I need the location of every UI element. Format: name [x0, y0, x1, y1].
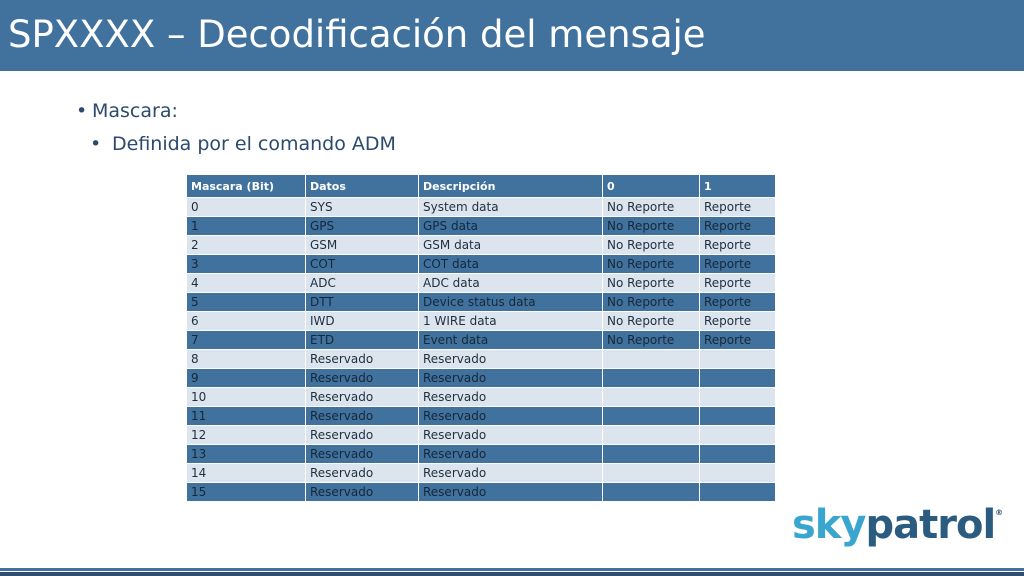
- cell-descripcion: ADC data: [419, 274, 603, 293]
- cell-datos: Reservado: [306, 483, 419, 502]
- cell-datos: SYS: [306, 198, 419, 217]
- header-datos: Datos: [306, 175, 419, 198]
- cell-value-1: [700, 445, 776, 464]
- logo-registered-mark: ®: [995, 508, 1003, 517]
- cell-bit: 11: [187, 407, 306, 426]
- header-value-0: 0: [603, 175, 700, 198]
- footer-divider: [0, 568, 1024, 571]
- cell-value-1: Reporte: [700, 293, 776, 312]
- table-header-row: [187, 175, 776, 198]
- cell-datos: Reservado: [306, 445, 419, 464]
- cell-value-0: [603, 445, 700, 464]
- cell-value-0: No Reporte: [603, 293, 700, 312]
- cell-descripcion: GSM data: [419, 236, 603, 255]
- cell-bit: 8: [187, 350, 306, 369]
- cell-value-1: Reporte: [700, 331, 776, 350]
- cell-value-0: [603, 350, 700, 369]
- cell-datos: Reservado: [306, 426, 419, 445]
- cell-descripcion: Reservado: [419, 445, 603, 464]
- cell-value-0: [603, 369, 700, 388]
- logo-patrol-text: patrol: [865, 502, 996, 548]
- cell-bit: 2: [187, 236, 306, 255]
- cell-datos: DTT: [306, 293, 419, 312]
- cell-descripcion: COT data: [419, 255, 603, 274]
- table-row: [187, 236, 776, 255]
- cell-value-0: No Reporte: [603, 331, 700, 350]
- bullet-dot-icon: •: [76, 100, 88, 122]
- cell-descripcion: GPS data: [419, 217, 603, 236]
- table-row: [187, 312, 776, 331]
- cell-value-1: Reporte: [700, 255, 776, 274]
- table-row: [187, 198, 776, 217]
- cell-bit: 7: [187, 331, 306, 350]
- slide-title: SPXXXX – Decodificación del mensaje: [8, 13, 706, 56]
- cell-value-0: No Reporte: [603, 217, 700, 236]
- cell-value-1: [700, 464, 776, 483]
- table-row: [187, 274, 776, 293]
- cell-datos: ADC: [306, 274, 419, 293]
- cell-datos: Reservado: [306, 388, 419, 407]
- cell-value-1: [700, 388, 776, 407]
- table-row: [187, 350, 776, 369]
- cell-value-1: [700, 483, 776, 502]
- cell-bit: 5: [187, 293, 306, 312]
- cell-value-0: [603, 388, 700, 407]
- header-descripcion: Descripción: [419, 175, 603, 198]
- cell-descripcion: System data: [419, 198, 603, 217]
- cell-descripcion: Device status data: [419, 293, 603, 312]
- cell-value-1: Reporte: [700, 217, 776, 236]
- cell-bit: 15: [187, 483, 306, 502]
- table-row: [187, 464, 776, 483]
- cell-bit: 10: [187, 388, 306, 407]
- cell-datos: COT: [306, 255, 419, 274]
- cell-datos: Reservado: [306, 350, 419, 369]
- cell-descripcion: Reservado: [419, 369, 603, 388]
- cell-bit: 13: [187, 445, 306, 464]
- cell-value-0: No Reporte: [603, 255, 700, 274]
- cell-descripcion: 1 WIRE data: [419, 312, 603, 331]
- cell-value-0: No Reporte: [603, 274, 700, 293]
- cell-datos: ETD: [306, 331, 419, 350]
- cell-descripcion: Reservado: [419, 388, 603, 407]
- title-bar: [0, 0, 1024, 71]
- table-row: [187, 255, 776, 274]
- cell-descripcion: Event data: [419, 331, 603, 350]
- bullet-level2: [90, 133, 396, 155]
- cell-value-0: No Reporte: [603, 236, 700, 255]
- table-row: [187, 445, 776, 464]
- table-row: [187, 483, 776, 502]
- table-row: [187, 369, 776, 388]
- cell-datos: Reservado: [306, 369, 419, 388]
- header-value-1: 1: [700, 175, 776, 198]
- cell-descripcion: Reservado: [419, 407, 603, 426]
- cell-descripcion: Reservado: [419, 350, 603, 369]
- table-row: [187, 407, 776, 426]
- cell-value-1: [700, 407, 776, 426]
- table-row: [187, 217, 776, 236]
- table-row: [187, 388, 776, 407]
- cell-descripcion: Reservado: [419, 426, 603, 445]
- bullet-level1-text: Mascara:: [92, 100, 178, 122]
- table-row: [187, 293, 776, 312]
- cell-bit: 6: [187, 312, 306, 331]
- cell-value-1: Reporte: [700, 312, 776, 331]
- cell-bit: 12: [187, 426, 306, 445]
- logo-sky-text: sky: [792, 502, 866, 548]
- table-row: [187, 331, 776, 350]
- cell-bit: 4: [187, 274, 306, 293]
- cell-value-1: Reporte: [700, 236, 776, 255]
- cell-datos: Reservado: [306, 464, 419, 483]
- cell-datos: IWD: [306, 312, 419, 331]
- cell-datos: GSM: [306, 236, 419, 255]
- cell-descripcion: Reservado: [419, 483, 603, 502]
- cell-value-1: [700, 426, 776, 445]
- bullet-dot-icon: •: [90, 133, 102, 155]
- cell-datos: GPS: [306, 217, 419, 236]
- cell-bit: 3: [187, 255, 306, 274]
- footer-bar: [0, 572, 1024, 576]
- cell-descripcion: Reservado: [419, 464, 603, 483]
- skypatrol-logo: [792, 502, 1002, 548]
- cell-bit: 0: [187, 198, 306, 217]
- cell-value-0: No Reporte: [603, 312, 700, 331]
- cell-bit: 14: [187, 464, 306, 483]
- cell-value-1: Reporte: [700, 274, 776, 293]
- cell-value-0: [603, 426, 700, 445]
- cell-value-0: No Reporte: [603, 198, 700, 217]
- cell-bit: 9: [187, 369, 306, 388]
- cell-value-0: [603, 464, 700, 483]
- table-row: [187, 426, 776, 445]
- bullet-level2-text: Definida por el comando ADM: [112, 133, 396, 155]
- cell-datos: Reservado: [306, 407, 419, 426]
- cell-value-0: [603, 483, 700, 502]
- cell-value-0: [603, 407, 700, 426]
- bullet-level1: [76, 100, 178, 122]
- header-mascara-bit: Mascara (Bit): [187, 175, 306, 198]
- cell-value-1: [700, 369, 776, 388]
- cell-bit: 1: [187, 217, 306, 236]
- cell-value-1: [700, 350, 776, 369]
- mask-table: [186, 174, 776, 502]
- cell-value-1: Reporte: [700, 198, 776, 217]
